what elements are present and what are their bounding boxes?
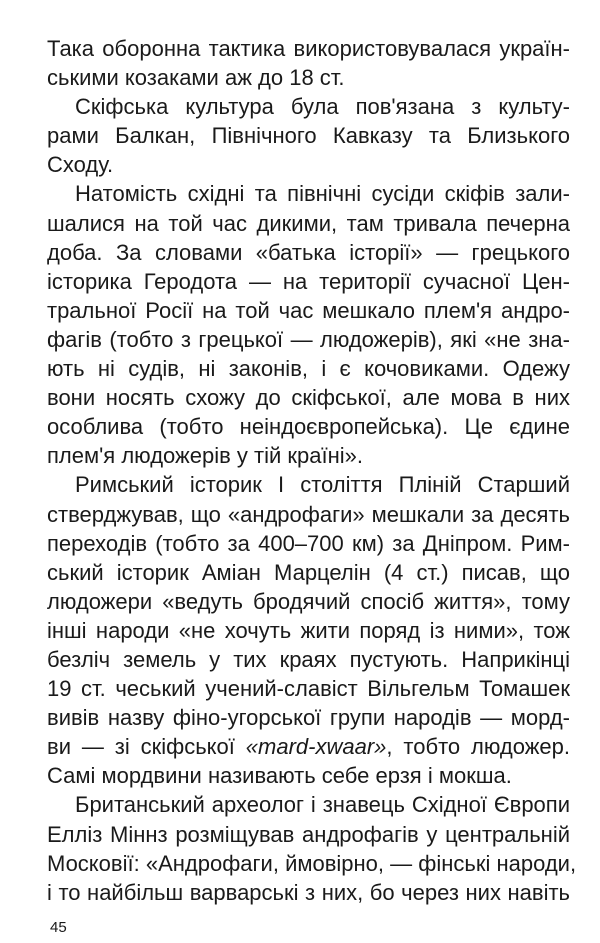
- text-line: ють ні судів, ні законів, і є кочовиками. Одежу: [47, 356, 570, 382]
- document-page: [47, 34, 577, 907]
- text-line: доба. За словами «батька історії» — грецького: [47, 239, 570, 265]
- text-line: вивів назву фіно-угорської групи народів — морд-: [47, 705, 570, 731]
- text-line: безліч земель у тих краях пустують. Наприкінці: [47, 646, 570, 672]
- text-line: переходів (тобто за 400–700 км) за Дніпром. Рим-: [47, 530, 570, 556]
- text-line: тральної Росії на той час мешкало плем'я андро-: [47, 297, 570, 323]
- text-segment: , тобто людожер.: [386, 734, 570, 760]
- paragraph-2: [47, 92, 570, 179]
- text-line: 19 ст. чеський учений-славіст Вільгельм Томашек: [47, 676, 570, 702]
- text-line: плем'я людожерів у тій країні».: [47, 443, 363, 469]
- text-line: і то найбільш варварські з них, бо через них навіть: [47, 879, 570, 905]
- text-line: людожери «ведуть бродячий спосіб життя», тому: [47, 588, 570, 614]
- page-number: 45: [50, 919, 67, 936]
- text-line: Елліз Міннз розміщував андрофагів у центральній: [47, 821, 570, 847]
- text-line: Натомість східні та північні сусіди скіфів зали-: [75, 181, 570, 207]
- text-segment: ви — зі скіфської: [47, 734, 246, 760]
- paragraph-5: [47, 790, 577, 906]
- text-line: історика Геродота — на території сучасної Цен-: [47, 268, 570, 294]
- text-line: Самі мордвини називають себе ерзя і мокша.: [47, 763, 512, 789]
- text-line: стверджував, що «андрофаги» мешкали за десять: [47, 501, 570, 527]
- text-line: Така оборонна тактика використовувалася україн-: [47, 36, 570, 61]
- text-line: Римський історик І століття Пліній Старший: [75, 472, 570, 498]
- text-line: вони носять схожу до скіфської, але мова в них: [47, 385, 570, 411]
- paragraph-4: [47, 470, 570, 790]
- text-line-with-italic: [47, 732, 570, 761]
- text-line: Московії: «Андрофаги, ймовірно, — фінські народи,: [47, 850, 577, 876]
- text-line: шалися на той час дикими, там тривала печерна: [47, 210, 570, 236]
- text-line: особлива (тобто неіндоєвропейська). Це єдине: [47, 414, 570, 440]
- text-line: ський історик Аміан Марцелін (4 ст.) писав, що: [47, 559, 570, 585]
- paragraph-1: [47, 34, 570, 92]
- text-line: фагів (тобто з грецької — людожерів), які «не зна-: [47, 326, 570, 352]
- text-line: інші народи «не хочуть жити поряд із ними», тож: [47, 617, 570, 643]
- italic-term: «mard-xwaar»: [245, 734, 387, 760]
- text-line: ськими козаками аж до 18 ст.: [47, 65, 345, 91]
- text-line: рами Балкан, Північного Кавказу та Близького: [47, 123, 570, 149]
- text-line: Скіфська культура була пов'язана з культу-: [75, 94, 570, 120]
- text-line: Британський археолог і знавець Східної Європи: [75, 792, 570, 818]
- text-line: Сходу.: [47, 152, 114, 178]
- paragraph-3: [47, 179, 570, 470]
